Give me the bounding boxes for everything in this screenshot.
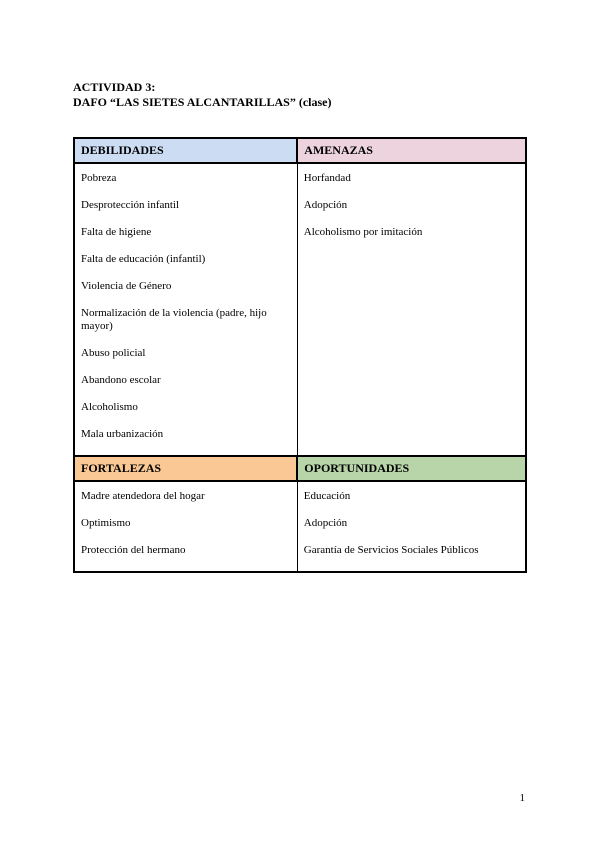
swot-item: Adopción (303, 517, 348, 529)
swot-item: Falta de educación (infantil) (81, 253, 206, 265)
table-row (74, 138, 526, 163)
swot-item: Madre atendedora del hogar (81, 490, 205, 502)
swot-item: Optimismo (81, 517, 131, 529)
table-row (74, 163, 526, 456)
swot-item: Educación (303, 490, 351, 502)
swot-item: Abandono escolar (81, 374, 161, 386)
swot-item: Adopción (303, 199, 348, 211)
quadrant-cell-fortalezas (74, 481, 297, 572)
swot-item: Protección del hermano (81, 544, 186, 556)
swot-item: Normalización de la violencia (padre, hijo mayor) (81, 307, 267, 332)
quadrant-cell-debilidades (74, 163, 297, 456)
dafo-table (73, 137, 527, 573)
swot-item: Mala urbanización (81, 428, 164, 440)
page-number: 1 (519, 792, 525, 804)
swot-item: Desprotección infantil (81, 199, 180, 211)
quadrant-header-debilidades: DEBILIDADES (74, 138, 297, 163)
swot-item: Abuso policial (81, 347, 146, 359)
swot-item: Garantía de Servicios Sociales Públicos (303, 544, 479, 556)
quadrant-header-amenazas: AMENAZAS (297, 138, 526, 163)
swot-item: Alcoholismo por imitación (303, 226, 423, 238)
table-row (74, 481, 526, 572)
swot-item: Pobreza (81, 172, 117, 184)
title-line-1: ACTIVIDAD 3: (73, 80, 156, 94)
quadrant-header-fortalezas: FORTALEZAS (74, 456, 297, 481)
swot-item: Falta de higiene (81, 226, 152, 238)
swot-item: Alcoholismo (81, 401, 138, 413)
swot-item: Horfandad (303, 172, 351, 184)
title-line-2: DAFO “LAS SIETES ALCANTARILLAS” (clase) (73, 95, 332, 109)
quadrant-cell-oportunidades (297, 481, 526, 572)
document-title (73, 80, 527, 110)
table-row (74, 456, 526, 481)
quadrant-cell-amenazas (297, 163, 526, 456)
quadrant-header-oportunidades: OPORTUNIDADES (297, 456, 526, 481)
document-content (73, 80, 527, 573)
swot-item: Violencia de Género (81, 280, 172, 292)
